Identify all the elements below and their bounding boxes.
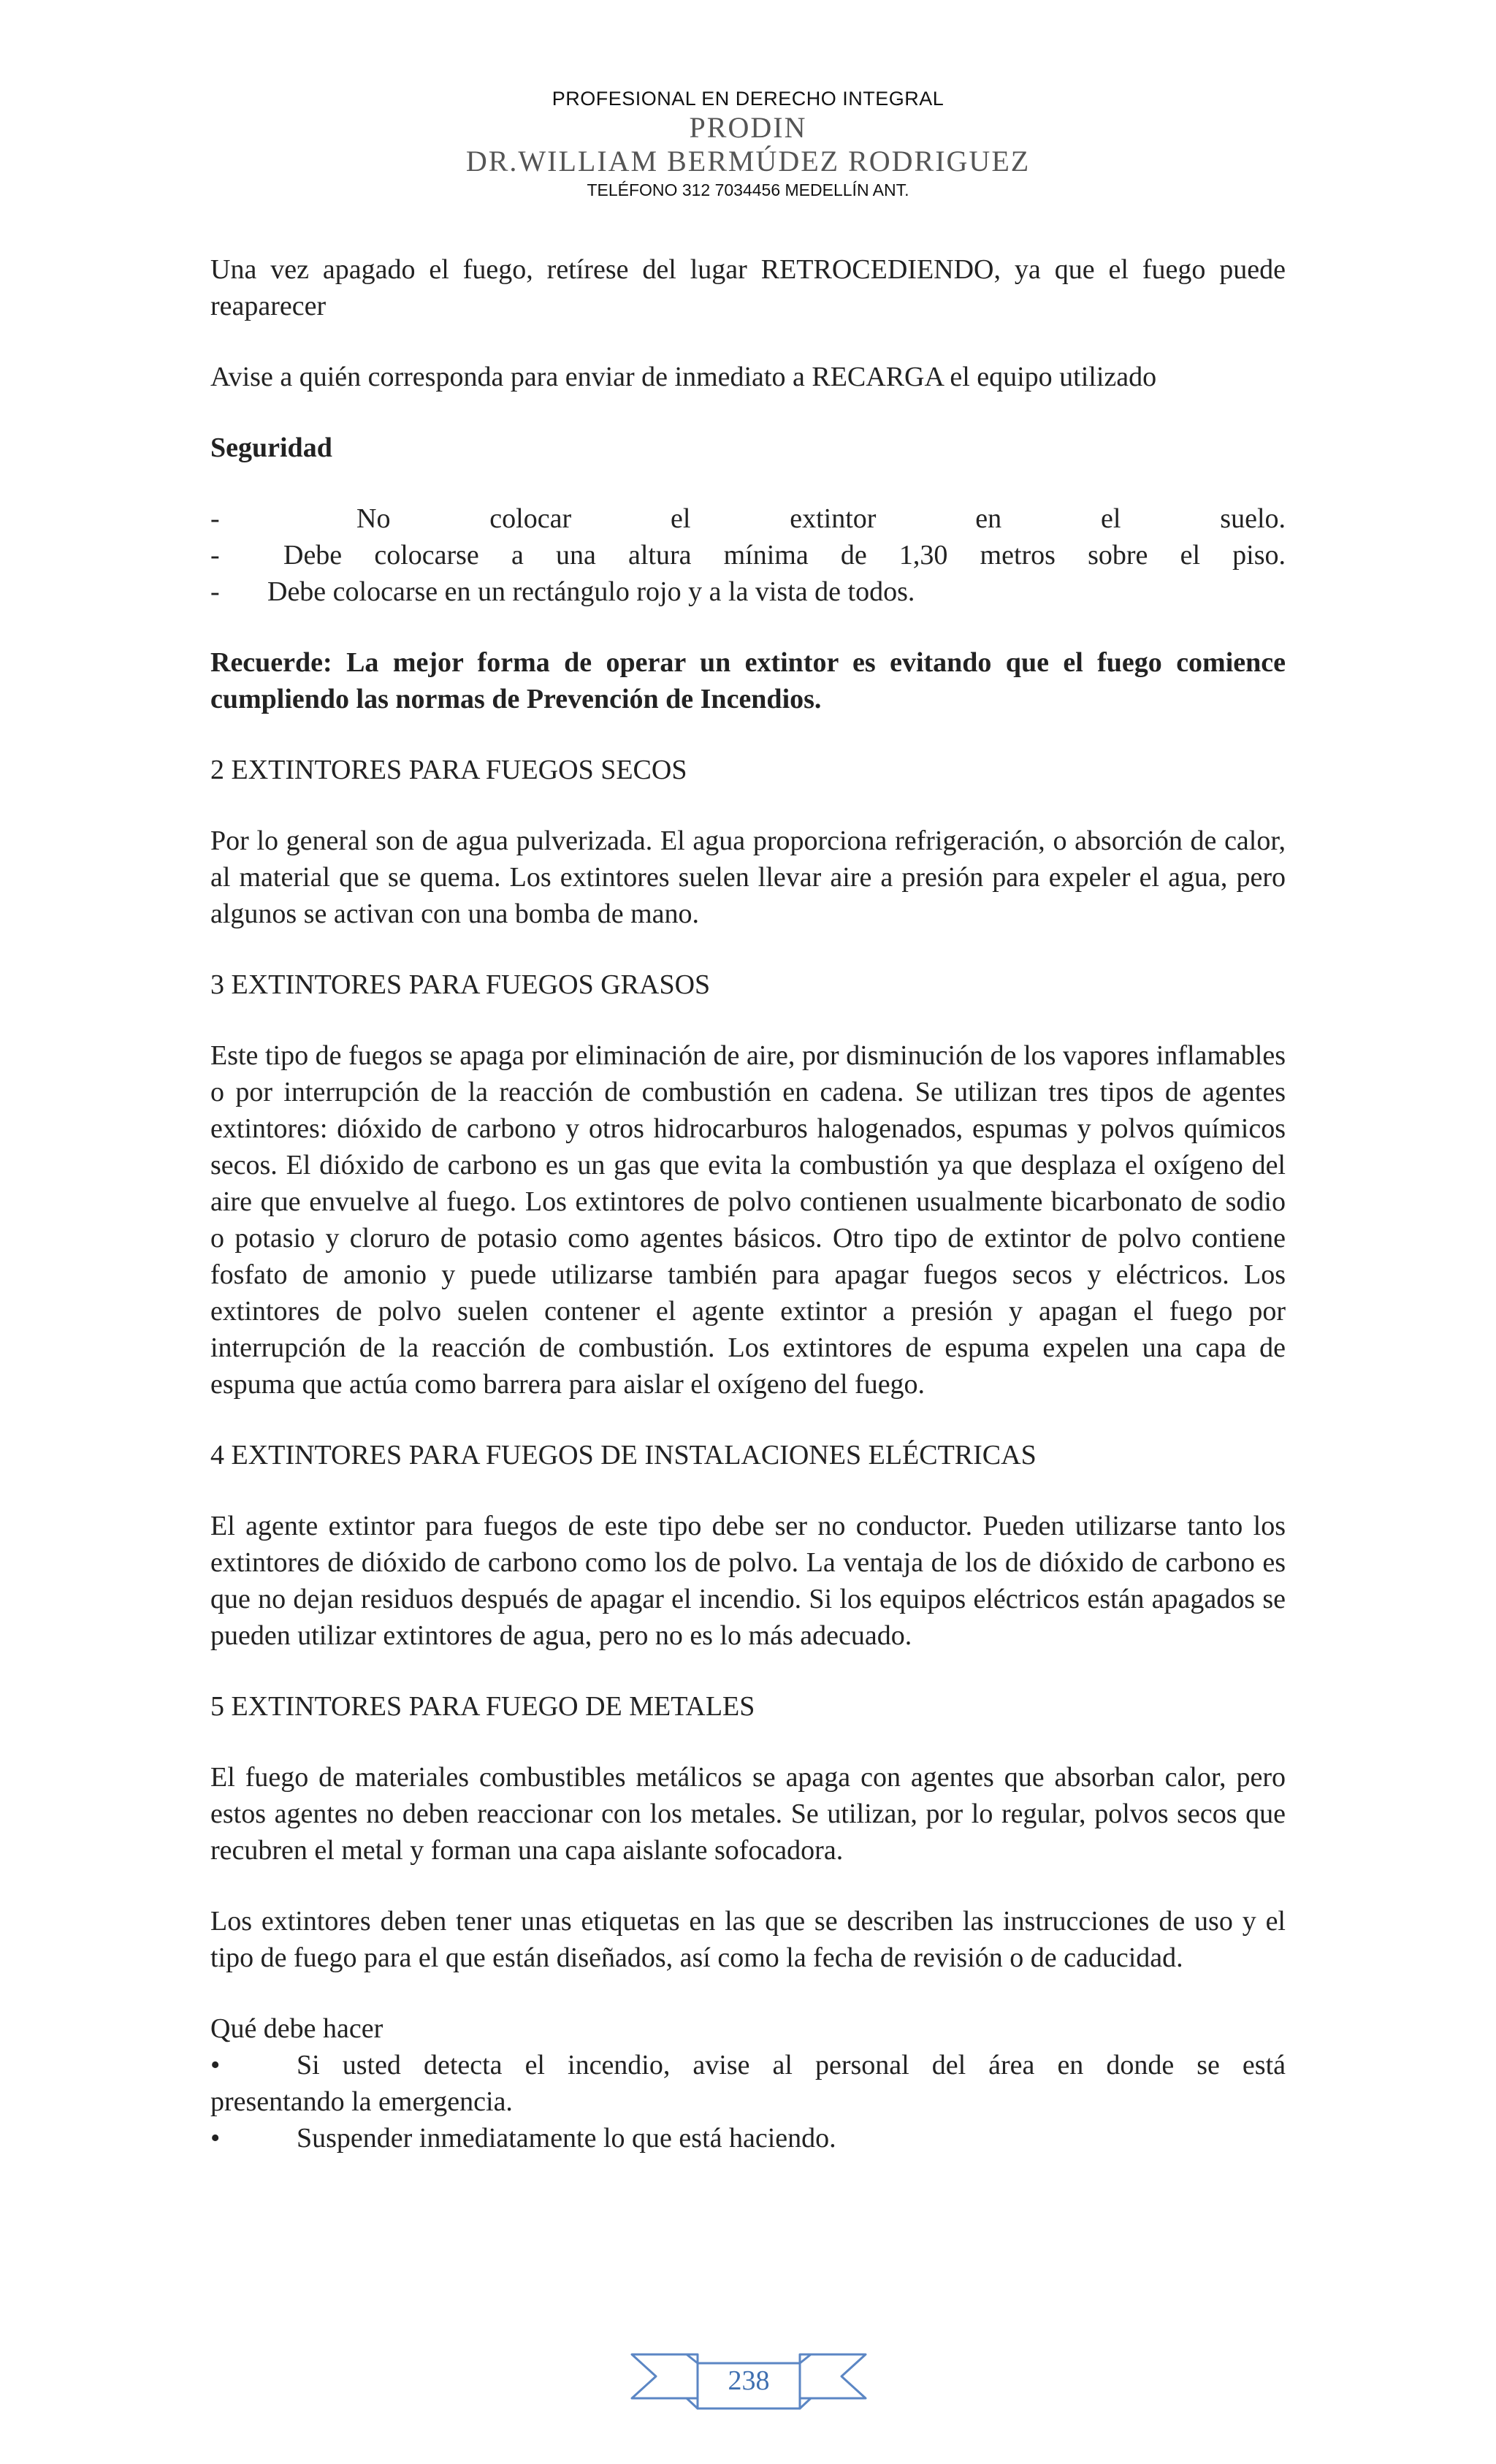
todo-heading: Qué debe hacer [210, 2013, 383, 2044]
security-item-1: No colocar el extintor en el suelo. [356, 503, 1286, 534]
bullet-marker: • [210, 2123, 221, 2154]
section-text-5: El fuego de materiales combustibles metálicos se apaga con agentes que absorban calor, pero estos agentes no deben reaccionar con los metales. Se utilizan, por lo regular, polvos secos que recubren el metal y forman una capa aislante sofocadora. [210, 1762, 1286, 1866]
security-item-3: Debe colocarse en un rectángulo rojo y a la vista de todos. [267, 576, 915, 607]
page-number: 238 [728, 2365, 770, 2396]
labels-paragraph: Los extintores deben tener unas etiquetas en las que se describen las instrucciones de uso y el tipo de fuego para el que están diseñados, así como la fecha de revisión o de caducidad. [210, 1906, 1286, 1973]
header-brand: PRODIN [689, 111, 807, 144]
section-text-4: El agente extintor para fuegos de este tipo debe ser no conductor. Pueden utilizarse tanto los extintores de dióxido de carbono como los de polvo. La ventaja de los de dióxido de carbono es que no dejan residuos después de apagar el incendio. Si los equipos eléctricos están apagados se pueden utilizar extintores de agua, pero no es lo más adecuado. [210, 1511, 1286, 1651]
security-item-2: Debe colocarse a una altura mínima de 1,30 metros sobre el piso. [283, 540, 1286, 571]
list-item [210, 500, 1286, 537]
dash-marker: - [210, 576, 220, 607]
todo-list [210, 2047, 1286, 2156]
header-profession: PROFESIONAL EN DERECHO INTEGRAL [552, 88, 944, 110]
todo-item-1: Si usted detecta el incendio, avise al personal del área en donde se está [297, 2050, 1286, 2080]
todo-item-1-continuation: presentando la emergencia. [210, 2086, 513, 2117]
section-heading-2: 2 EXTINTORES PARA FUEGOS SECOS [210, 755, 687, 785]
todo-item-2: Suspender inmediatamente lo que está haciendo. [297, 2123, 836, 2154]
paragraph-recharge: Avise a quién corresponda para enviar de inmediato a RECARGA el equipo utilizado [210, 362, 1157, 392]
section-heading-5: 5 EXTINTORES PARA FUEGO DE METALES [210, 1691, 755, 1722]
list-item [210, 573, 1286, 610]
dash-marker: - [210, 540, 220, 571]
paragraph-retreat: Una vez apagado el fuego, retírese del lugar RETROCEDIENDO, ya que el fuego puede reaparecer [210, 254, 1286, 321]
page-header [0, 86, 1496, 202]
list-item [210, 2047, 1286, 2083]
section-heading-4: 4 EXTINTORES PARA FUEGOS DE INSTALACIONES ELÉCTRICAS [210, 1440, 1037, 1471]
reminder-paragraph: Recuerde: La mejor forma de operar un extintor es evitando que el fuego comience cumpliendo las normas de Prevención de Incendios. [210, 647, 1286, 714]
bullet-marker: • [210, 2050, 221, 2080]
document-body [210, 251, 1286, 2156]
list-item [210, 537, 1286, 573]
header-name: DR.WILLIAM BERMÚDEZ RODRIGUEZ [465, 145, 1031, 178]
section-text-2: Por lo general son de agua pulverizada. El agua proporciona refrigeración, o absorción de calor, al material que se quema. Los extintores suelen llevar aire a presión para expeler el agua, pero algunos se activan con una bomba de mano. [210, 825, 1286, 929]
list-item [210, 2120, 1286, 2156]
dash-marker: - [210, 503, 220, 534]
page-number-ribbon [628, 2341, 869, 2420]
security-heading: Seguridad [210, 432, 332, 463]
section-heading-3: 3 EXTINTORES PARA FUEGOS GRASOS [210, 969, 711, 1000]
header-contact: TELÉFONO 312 7034456 MEDELLÍN ANT. [587, 180, 909, 199]
section-text-3: Este tipo de fuegos se apaga por eliminación de aire, por disminución de los vapores inflamables o por interrupción de la reacción de combustión en cadena. Se utilizan tres tipos de agentes extintores: dióxido de carbono y otros hidrocarburos halogenados, espumas y polvos químicos secos. El dióxido de carbono es un gas que evita la combustión ya que desplaza el oxígeno del aire que envuelve al fuego. Los extintores de polvo contienen usualmente bicarbonato de sodio o potasio y cloruro de potasio como agentes básicos. Otro tipo de extintor de polvo contiene fosfato de amonio y puede utilizarse también para apagar fuegos secos y eléctricos. Los extintores de polvo suelen contener el agente extintor a presión y apagan el fuego por interrupción de la reacción de combustión. Los extintores de espuma expelen una capa de espuma que actúa como barrera para aislar el oxígeno del fuego. [210, 1040, 1286, 1400]
security-list [210, 500, 1286, 610]
